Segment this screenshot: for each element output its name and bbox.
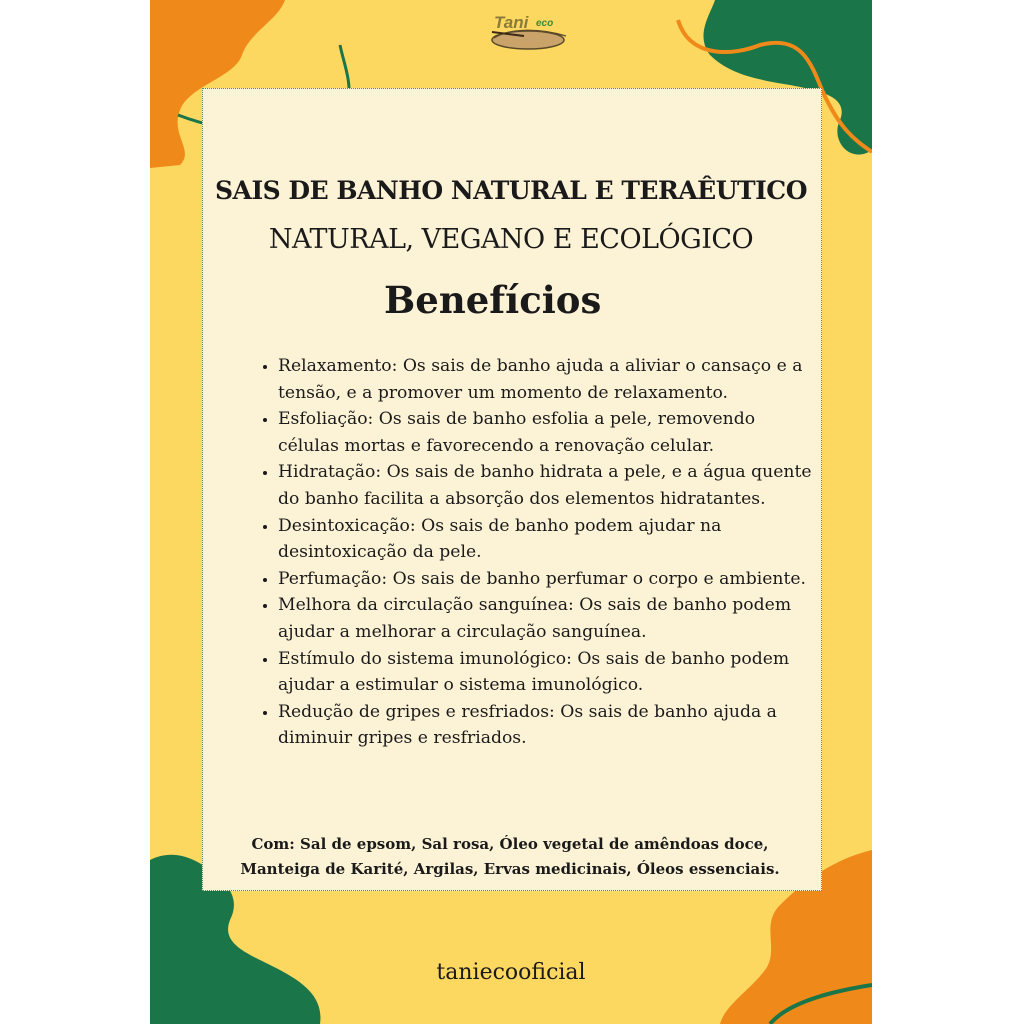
ingredients-text: Com: Sal de epsom, Sal rosa, Óleo vegetal de amêndoas doce, Manteiga de Karité, Argilas, Ervas medicinais, Óleos essenciais. [240, 835, 780, 878]
benefit-item: • Esfoliação: Os sais de banho esfolia a pele, removendo células mortas e favorecendo a renovação celular. [278, 406, 818, 459]
benefit-item: • Redução de gripes e resfriados: Os sais de banho ajuda a diminuir gripes e resfriados. [278, 699, 818, 752]
svg-text:eco: eco [536, 18, 554, 29]
svg-text:Tani: Tani [494, 13, 529, 32]
benefit-item: • Relaxamento: Os sais de banho ajuda a aliviar o cansaço e a tensão, e a promover um momento de relaxamento. [278, 353, 818, 406]
benefit-item: • Hidratação: Os sais de banho hidrata a pele, e a água quente do banho facilita a absorção dos elementos hidratantes. [278, 459, 818, 512]
benefit-item: • Estímulo do sistema imunológico: Os sais de banho podem ajudar a estimular o sistema imunológico. [278, 646, 818, 699]
benefits-heading: Benefícios [384, 278, 602, 322]
benefit-item: • Desintoxicação: Os sais de banho podem ajudar na desintoxicação da pele. [278, 513, 818, 566]
benefit-item: • Melhora da circulação sanguínea: Os sais de banho podem ajudar a melhorar a circulação sanguínea. [278, 592, 818, 645]
tanieco-logo [480, 6, 580, 56]
product-subtitle: NATURAL, VEGANO E ECOLÓGICO [268, 224, 754, 255]
benefits-list [258, 353, 818, 752]
product-title: SAIS DE BANHO NATURAL E TERAÊUTICO [215, 176, 807, 205]
social-handle: taniecooficial [436, 960, 586, 985]
benefit-item: • Perfumação: Os sais de banho perfumar o corpo e ambiente. [278, 566, 818, 593]
flyer-page [150, 0, 872, 1024]
